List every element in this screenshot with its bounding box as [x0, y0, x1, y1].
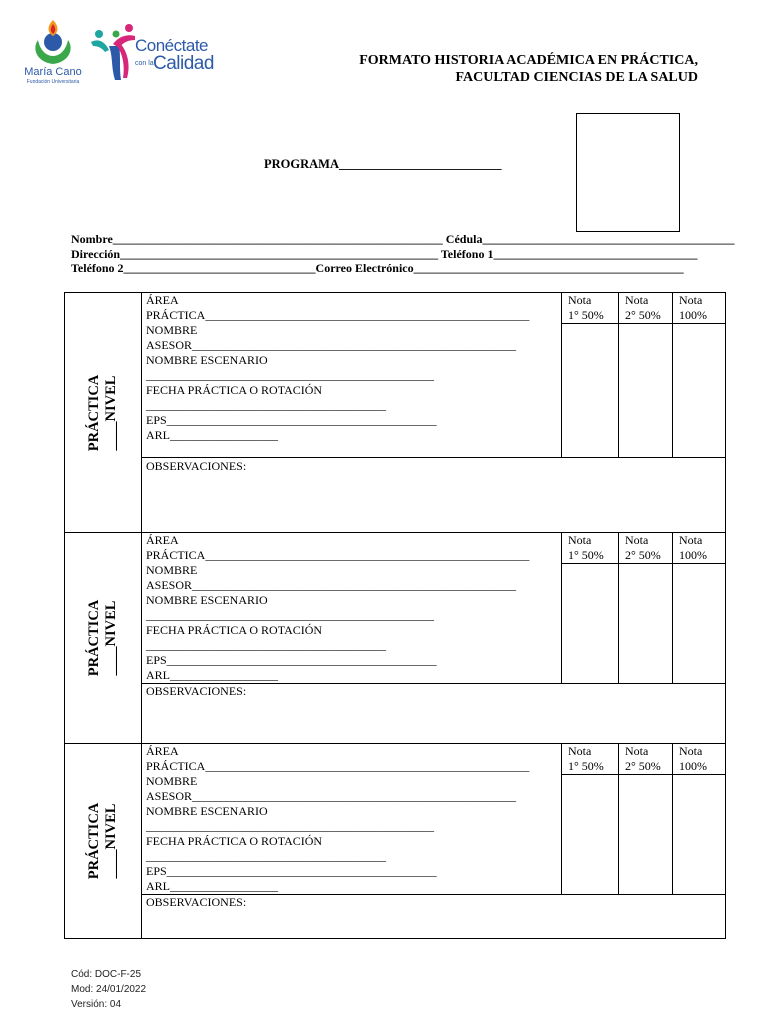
nota-2-column[interactable] — [618, 744, 673, 894]
nota-1-header: Nota 1° 50% — [562, 744, 619, 775]
footer-mod-date: Mod: 24/01/2022 — [71, 984, 147, 995]
field-fecha-line[interactable]: ________________________________________ — [146, 849, 386, 863]
observaciones-label[interactable]: OBSERVACIONES: — [146, 684, 247, 698]
practice-level-label: PRÁCTICA ____NIVEL — [86, 599, 119, 677]
practice-level-label: PRÁCTICA ____NIVEL — [86, 374, 119, 451]
nota-grid — [561, 293, 725, 457]
people-figures-icon — [89, 22, 139, 84]
field-eps[interactable]: EPS_____________________________________________ — [146, 864, 437, 878]
field-eps[interactable]: EPS_____________________________________________ — [146, 413, 437, 427]
field-area: ÁREA — [146, 744, 179, 758]
maria-cano-logo — [20, 18, 86, 90]
info-row-nombre-cedula[interactable]: Nombre_______________________________________________________ Cédula__________________________________________ — [71, 232, 735, 246]
practice-block-1 — [64, 292, 726, 533]
field-fecha-line[interactable]: ________________________________________ — [146, 638, 386, 652]
maria-cano-subtitle: Fundación Universitaria — [26, 79, 80, 85]
maria-cano-emblem-icon — [20, 18, 86, 68]
field-escenario-line[interactable]: ________________________________________________ — [146, 608, 434, 622]
field-escenario-line[interactable]: ________________________________________________ — [146, 819, 434, 833]
field-nombre: NOMBRE — [146, 563, 198, 577]
nota-2-header: Nota 2° 50% — [619, 293, 673, 324]
nota-2-column[interactable] — [618, 293, 673, 457]
field-eps[interactable]: EPS_____________________________________________ — [146, 653, 437, 667]
field-nombre-escenario: NOMBRE ESCENARIO — [146, 593, 268, 607]
field-fecha: FECHA PRÁCTICA O ROTACIÓN — [146, 834, 323, 848]
field-practica[interactable]: PRÁCTICA______________________________________________________ — [146, 759, 530, 773]
nota-3-column[interactable] — [672, 533, 726, 683]
practice-level-column — [65, 744, 142, 938]
practice-fields[interactable] — [146, 293, 529, 443]
footer-version: Versión: 04 — [71, 999, 122, 1010]
calidad-text: Calidad — [153, 53, 214, 74]
field-nombre-escenario: NOMBRE ESCENARIO — [146, 804, 268, 818]
nota-1-column[interactable] — [561, 744, 619, 894]
field-asesor[interactable]: ASESOR______________________________________________________ — [146, 578, 517, 592]
field-escenario-line[interactable]: ________________________________________________ — [146, 368, 434, 382]
document-footer — [71, 967, 146, 1012]
title-line-1: FORMATO HISTORIA ACADÉMICA EN PRÁCTICA, — [359, 53, 698, 68]
field-area: ÁREA — [146, 293, 179, 307]
nota-1-column[interactable] — [561, 293, 619, 457]
field-nombre-escenario: NOMBRE ESCENARIO — [146, 353, 268, 367]
field-nombre: NOMBRE — [146, 774, 198, 788]
document-title — [359, 52, 698, 86]
nota-grid — [561, 744, 725, 894]
nota-2-header: Nota 2° 50% — [619, 744, 673, 775]
nota-3-column[interactable] — [672, 293, 726, 457]
nota-grid — [561, 533, 725, 683]
programa-field[interactable]: PROGRAMA__________________________ — [264, 157, 502, 171]
field-practica[interactable]: PRÁCTICA______________________________________________________ — [146, 548, 530, 562]
practice-level-column — [65, 533, 142, 743]
nota-1-header: Nota 1° 50% — [562, 533, 619, 564]
title-line-2: FACULTAD CIENCIAS DE LA SALUD — [455, 70, 698, 85]
nota-3-header: Nota 100% — [673, 744, 726, 775]
practice-block-3 — [64, 743, 726, 939]
field-arl[interactable]: ARL__________________ — [146, 879, 278, 893]
conectate-calidad-logo — [89, 22, 215, 84]
practice-fields[interactable] — [146, 533, 529, 683]
field-arl[interactable]: ARL__________________ — [146, 668, 278, 682]
nota-3-column[interactable] — [672, 744, 726, 894]
practice-block-2 — [64, 532, 726, 744]
field-fecha: FECHA PRÁCTICA O ROTACIÓN — [146, 623, 323, 637]
nota-3-header: Nota 100% — [673, 533, 726, 564]
nota-2-column[interactable] — [618, 533, 673, 683]
field-asesor[interactable]: ASESOR______________________________________________________ — [146, 338, 517, 352]
field-practica[interactable]: PRÁCTICA______________________________________________________ — [146, 308, 530, 322]
field-arl[interactable]: ARL__________________ — [146, 428, 278, 442]
observaciones-divider — [141, 457, 725, 458]
footer-code: Cód: DOC-F-25 — [71, 969, 142, 980]
field-fecha-line[interactable]: ________________________________________ — [146, 398, 386, 412]
observaciones-label[interactable]: OBSERVACIONES: — [146, 895, 247, 909]
field-area: ÁREA — [146, 533, 179, 547]
maria-cano-name: María Cano — [24, 66, 82, 78]
conectate-text: Conéctate — [135, 36, 208, 55]
field-fecha: FECHA PRÁCTICA O ROTACIÓN — [146, 383, 323, 397]
observaciones-label[interactable]: OBSERVACIONES: — [146, 459, 247, 473]
nota-1-column[interactable] — [561, 533, 619, 683]
nota-1-header: Nota 1° 50% — [562, 293, 619, 324]
con-la-text: con la — [135, 60, 154, 67]
nota-2-header: Nota 2° 50% — [619, 533, 673, 564]
photo-box — [576, 113, 680, 232]
practice-level-column — [65, 293, 142, 532]
nota-3-header: Nota 100% — [673, 293, 726, 324]
info-row-direccion-telefono[interactable]: Dirección_____________________________________________________ Teléfono 1__________________________________ — [71, 247, 698, 261]
field-asesor[interactable]: ASESOR______________________________________________________ — [146, 789, 517, 803]
field-nombre: NOMBRE — [146, 323, 198, 337]
practice-fields[interactable] — [146, 744, 529, 894]
practice-level-label: PRÁCTICA ____NIVEL — [86, 802, 119, 880]
info-row-telefono-correo[interactable]: Teléfono 2________________________________Correo Electrónico_____________________________________________ — [71, 261, 684, 275]
